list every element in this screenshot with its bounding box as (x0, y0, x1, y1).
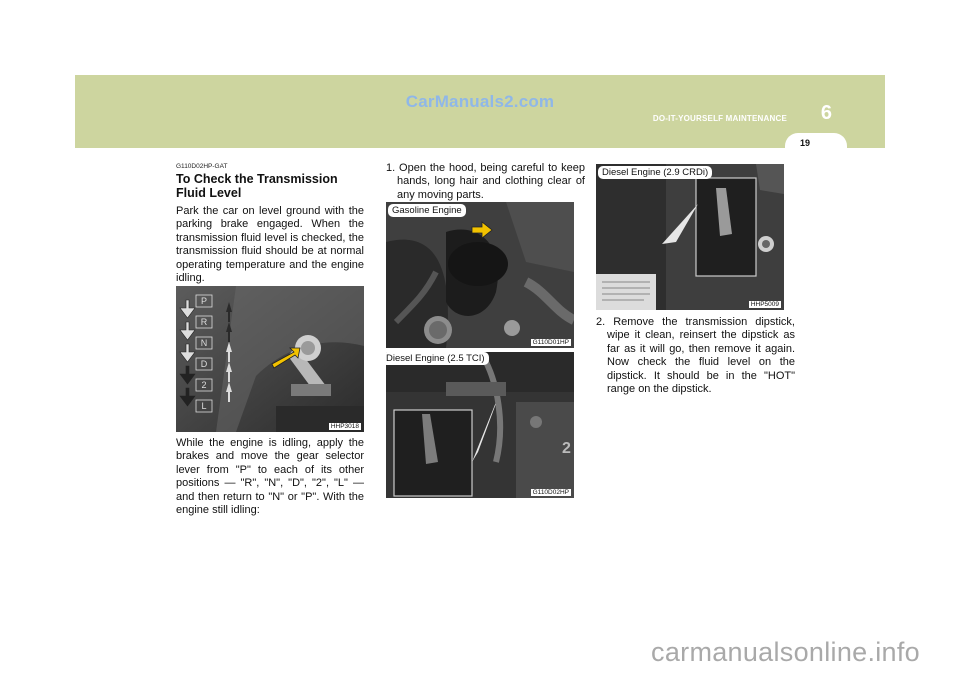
gear-label-n: N (200, 338, 208, 348)
header-band (75, 75, 885, 148)
diesel-25-illustration (386, 352, 574, 498)
section-code: G110D02HP-GAT (176, 163, 228, 170)
diesel-25-photo (386, 352, 574, 498)
gear-label-l: L (201, 401, 207, 411)
gasoline-photo-code: G110D01HP (532, 339, 569, 346)
gear-photo-code: HHP3018 (330, 423, 359, 430)
diesel-29-photo-code: HHP5009 (750, 301, 779, 308)
section-title: DO-IT-YOURSELF MAINTENANCE (652, 114, 787, 123)
intro-paragraph: Park the car on level ground with the parking brake engaged. When the transmission fluid level is checked, the transmission fluid should be at normal operating temperature and the engine idling. (176, 205, 364, 285)
gear-selector-photo (176, 286, 364, 432)
top-watermark: CarManuals2.com (405, 92, 555, 111)
gear-label-d: D (200, 359, 208, 369)
page-number: 19 (799, 138, 810, 148)
diesel-25-label: Diesel Engine (2.5 TCI) (386, 352, 489, 365)
gear-label-2: 2 (201, 380, 207, 390)
step-2: 2. Remove the transmission dipstick, wipe it clean, reinsert the dipstick as far as it will go, then remove it again. Now check the fluid level on the dipstick. It should be in the "HOT" range on the dipstick. (596, 316, 795, 396)
diesel-29-photo (596, 164, 784, 310)
gasoline-engine-illustration (386, 202, 574, 348)
diesel-29-illustration (596, 164, 784, 310)
bottom-watermark: carmanualsonline.info (651, 637, 920, 667)
engine-marking-icon: 2 (562, 440, 571, 457)
gear-label-r: R (200, 317, 208, 327)
gear-paragraph: While the engine is idling, apply the brakes and move the gear selector lever from "P" to each of its other positions — "R", "N", "D", "2", "L" — and then return to "N" or "P". With the engine still idling: (176, 437, 364, 517)
section-heading: To Check the Transmission Fluid Level (176, 172, 338, 200)
diesel-25-photo-code: G110D02HP (532, 489, 569, 496)
gasoline-engine-label: Gasoline Engine (388, 204, 466, 217)
gear-label-p: P (200, 296, 207, 306)
step-1: 1. Open the hood, being careful to keep hands, long hair and clothing clear of any moving parts. (386, 162, 585, 201)
diesel-29-label: Diesel Engine (2.9 CRDi) (598, 166, 712, 179)
gasoline-engine-photo (386, 202, 574, 348)
chapter-number: 6 (820, 102, 832, 124)
